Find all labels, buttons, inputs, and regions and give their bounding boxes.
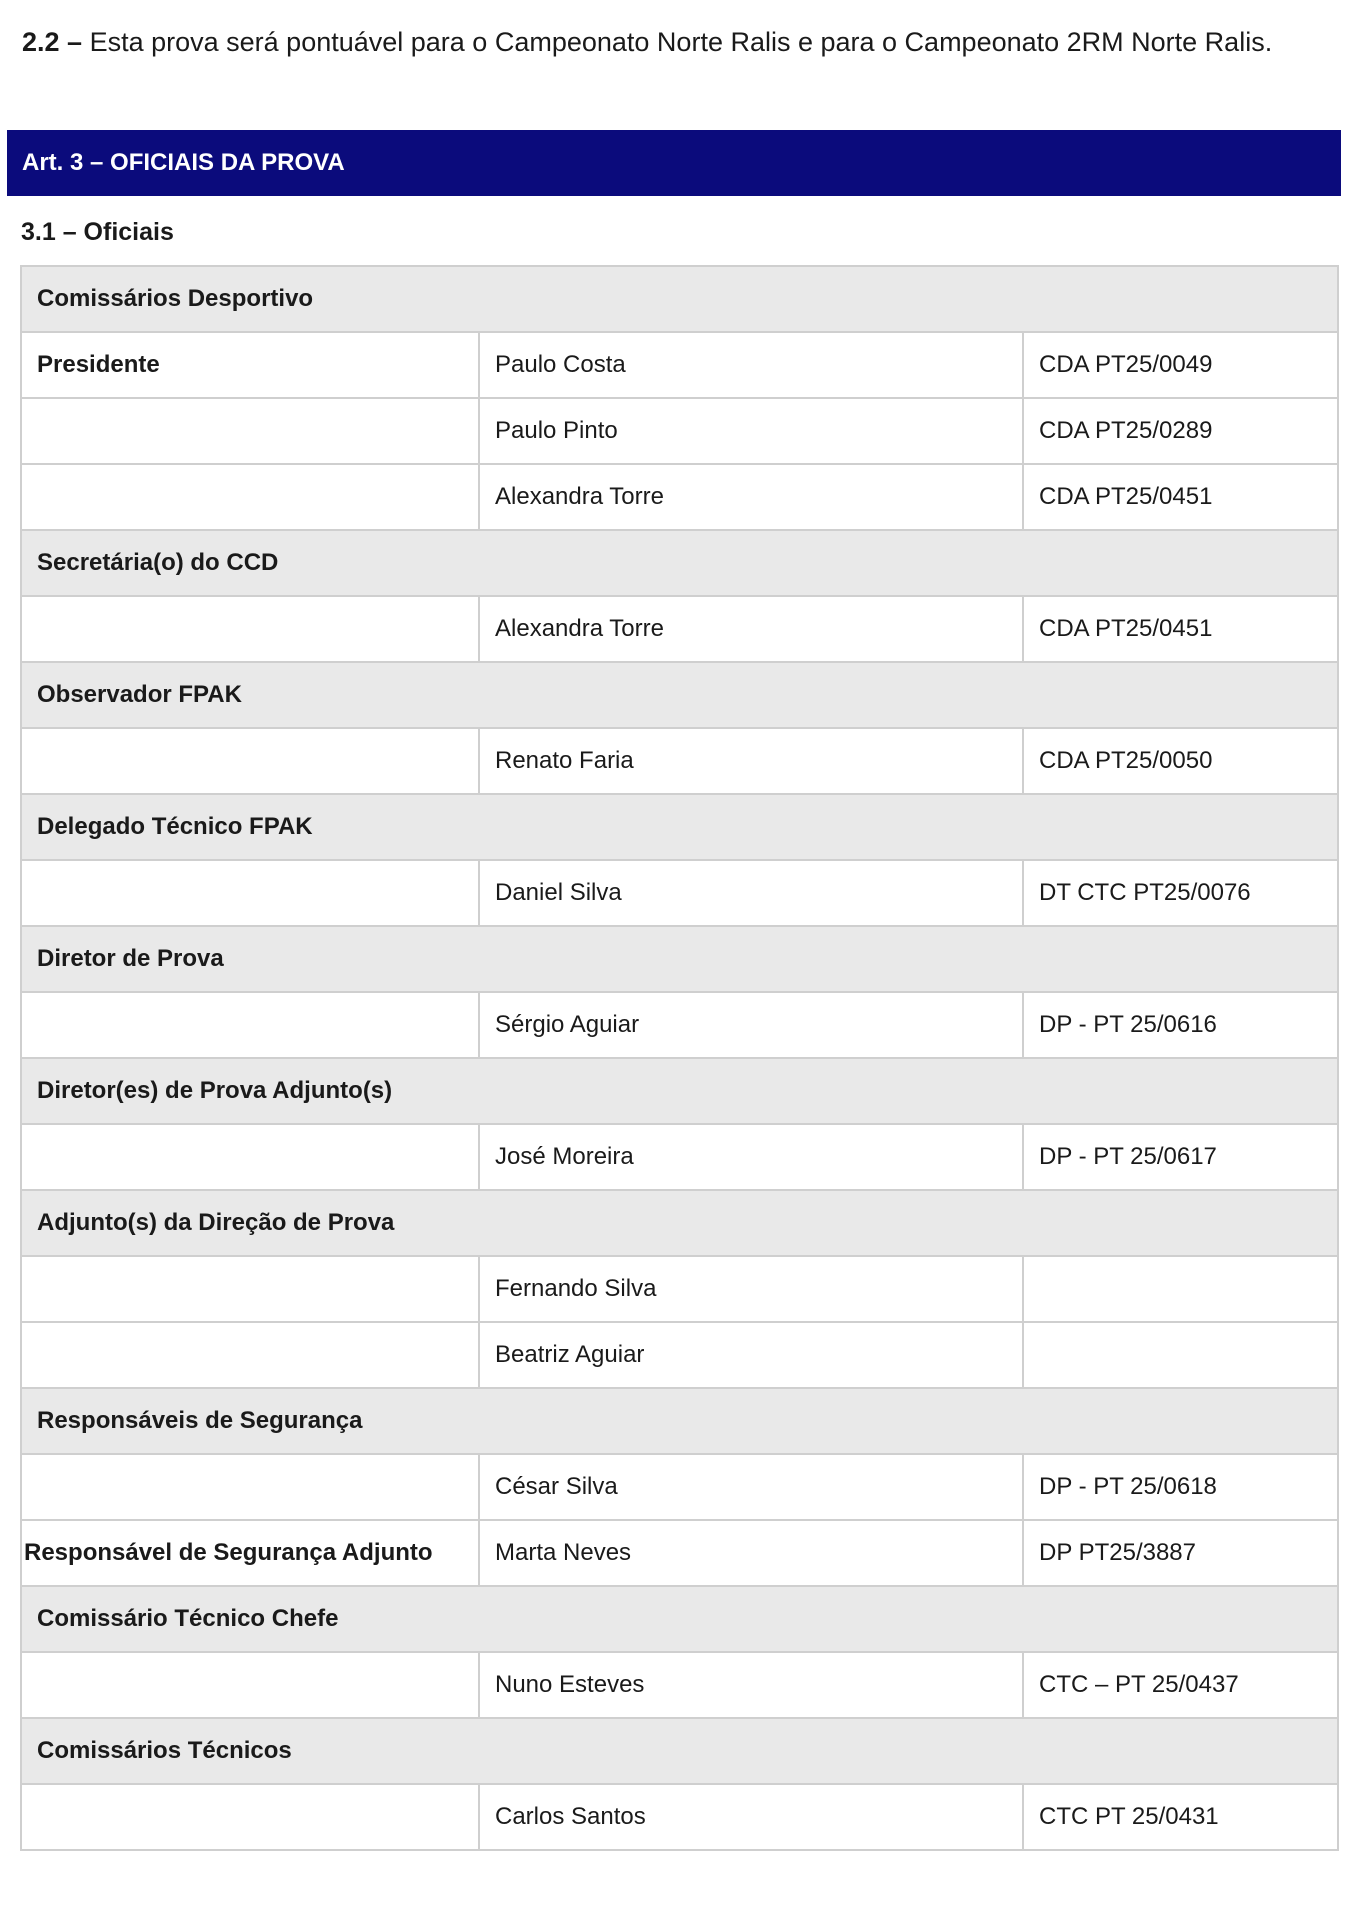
official-name: Daniel Silva	[479, 860, 1023, 926]
official-row	[21, 1454, 1338, 1520]
group-label: Comissários Técnicos	[21, 1718, 1338, 1784]
group-label: Secretária(o) do CCD	[21, 530, 1338, 596]
official-role	[21, 1784, 479, 1850]
intro-paragraph	[22, 22, 1272, 62]
official-row	[21, 1124, 1338, 1190]
official-role	[21, 1256, 479, 1322]
official-name: César Silva	[479, 1454, 1023, 1520]
official-role	[21, 1124, 479, 1190]
official-name: Alexandra Torre	[479, 596, 1023, 662]
intro-number: 2.2 –	[22, 27, 83, 57]
official-name: Alexandra Torre	[479, 464, 1023, 530]
official-license: DP PT25/3887	[1023, 1520, 1338, 1586]
group-header-row	[21, 1058, 1338, 1124]
official-name: Marta Neves	[479, 1520, 1023, 1586]
group-header-row	[21, 1388, 1338, 1454]
official-row	[21, 332, 1338, 398]
official-name: Renato Faria	[479, 728, 1023, 794]
official-row	[21, 860, 1338, 926]
official-role: Responsável de Segurança Adjunto	[21, 1520, 479, 1586]
intro-text: Esta prova será pontuável para o Campeonato Norte Ralis e para o Campeonato 2RM Norte Ralis.	[89, 27, 1273, 57]
group-label: Comissários Desportivo	[21, 266, 1338, 332]
official-role	[21, 1652, 479, 1718]
official-license: DT CTC PT25/0076	[1023, 860, 1338, 926]
section-heading: 3.1 – Oficiais	[21, 218, 174, 246]
group-header-row	[21, 530, 1338, 596]
official-role	[21, 1454, 479, 1520]
official-row	[21, 728, 1338, 794]
official-role	[21, 464, 479, 530]
group-label: Comissário Técnico Chefe	[21, 1586, 1338, 1652]
official-license: CTC PT 25/0431	[1023, 1784, 1338, 1850]
official-row	[21, 1784, 1338, 1850]
official-license: CDA PT25/0050	[1023, 728, 1338, 794]
official-role	[21, 398, 479, 464]
group-header-row	[21, 926, 1338, 992]
group-header-row	[21, 1190, 1338, 1256]
group-header-row	[21, 266, 1338, 332]
group-header-row	[21, 1586, 1338, 1652]
official-name: Carlos Santos	[479, 1784, 1023, 1850]
official-role	[21, 1322, 479, 1388]
group-label: Responsáveis de Segurança	[21, 1388, 1338, 1454]
official-license: CDA PT25/0289	[1023, 398, 1338, 464]
official-row	[21, 1652, 1338, 1718]
official-name: José Moreira	[479, 1124, 1023, 1190]
group-header-row	[21, 1718, 1338, 1784]
group-header-row	[21, 662, 1338, 728]
group-label: Diretor de Prova	[21, 926, 1338, 992]
group-label: Diretor(es) de Prova Adjunto(s)	[21, 1058, 1338, 1124]
official-row	[21, 992, 1338, 1058]
official-license: CDA PT25/0451	[1023, 464, 1338, 530]
official-row	[21, 464, 1338, 530]
official-role	[21, 992, 479, 1058]
official-role: Presidente	[21, 332, 479, 398]
official-role	[21, 596, 479, 662]
official-license	[1023, 1322, 1338, 1388]
group-label: Delegado Técnico FPAK	[21, 794, 1338, 860]
official-row	[21, 1322, 1338, 1388]
official-license: CTC – PT 25/0437	[1023, 1652, 1338, 1718]
official-license	[1023, 1256, 1338, 1322]
official-role	[21, 728, 479, 794]
official-name: Fernando Silva	[479, 1256, 1023, 1322]
official-license: CDA PT25/0049	[1023, 332, 1338, 398]
official-license: DP - PT 25/0616	[1023, 992, 1338, 1058]
group-label: Adjunto(s) da Direção de Prova	[21, 1190, 1338, 1256]
official-name: Paulo Costa	[479, 332, 1023, 398]
officials-table	[20, 265, 1339, 1851]
official-row	[21, 1256, 1338, 1322]
official-role	[21, 860, 479, 926]
official-name: Nuno Esteves	[479, 1652, 1023, 1718]
official-name: Sérgio Aguiar	[479, 992, 1023, 1058]
official-license: DP - PT 25/0617	[1023, 1124, 1338, 1190]
official-name: Beatriz Aguiar	[479, 1322, 1023, 1388]
official-row	[21, 398, 1338, 464]
official-row	[21, 596, 1338, 662]
official-name: Paulo Pinto	[479, 398, 1023, 464]
article-banner: Art. 3 – OFICIAIS DA PROVA	[7, 130, 1341, 196]
group-label: Observador FPAK	[21, 662, 1338, 728]
group-header-row	[21, 794, 1338, 860]
official-license: DP - PT 25/0618	[1023, 1454, 1338, 1520]
official-row	[21, 1520, 1338, 1586]
official-license: CDA PT25/0451	[1023, 596, 1338, 662]
officials-table-body	[21, 266, 1338, 1850]
